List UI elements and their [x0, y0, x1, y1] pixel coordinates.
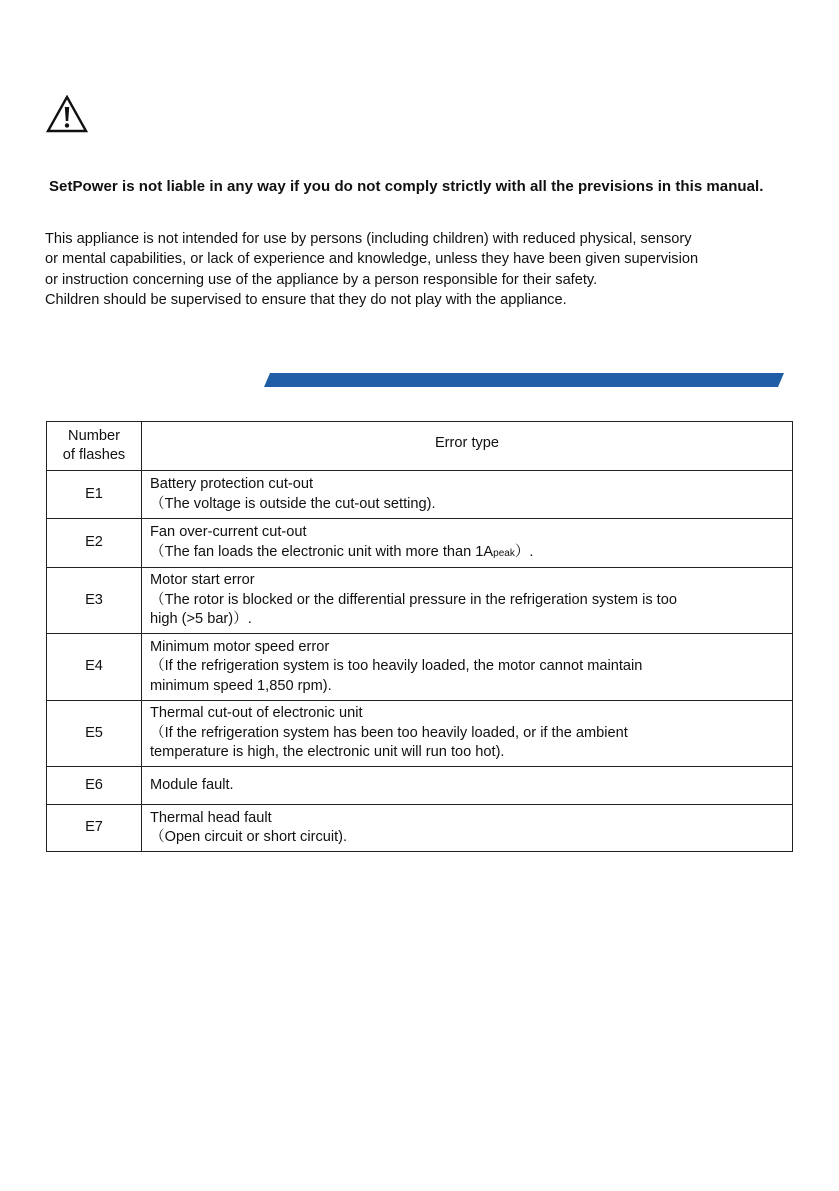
table-row	[47, 519, 793, 568]
error-description: Battery protection cut-out （The voltage is outside the cut-out setting).	[142, 471, 793, 519]
error-code: E5	[47, 701, 142, 767]
error-code: E6	[47, 767, 142, 805]
error-code: E2	[47, 519, 142, 568]
liability-notice: SetPower is not liable in any way if you do not comply strictly with all the previsions in this manual.	[49, 178, 764, 195]
error-code-table	[46, 421, 793, 852]
table-row	[47, 568, 793, 634]
intro-paragraph	[45, 229, 815, 311]
error-code: E7	[47, 805, 142, 852]
table-row	[47, 634, 793, 701]
error-description: Minimum motor speed error （If the refrigeration system is too heavily loaded, the motor cannot maintain minimum speed 1,850 rpm).	[142, 634, 793, 701]
header-number-of-flashes: Number of flashes	[47, 422, 142, 471]
section-header-bar	[264, 373, 784, 387]
intro-line: This appliance is not intended for use by persons (including children) with reduced physical, sensory	[45, 231, 692, 247]
table-row	[47, 805, 793, 852]
table-row	[47, 471, 793, 519]
warning-triangle-icon	[46, 95, 88, 133]
intro-line: or mental capabilities, or lack of experience and knowledge, unless they have been given supervision	[45, 251, 699, 268]
table-row	[47, 767, 793, 805]
error-description: Thermal head fault （Open circuit or short circuit).	[142, 805, 793, 852]
intro-line: Children should be supervised to ensure that they do not play with the appliance.	[45, 292, 567, 309]
header-error-type: Error type	[142, 422, 793, 471]
error-description: Module fault.	[142, 767, 793, 805]
error-code: E3	[47, 568, 142, 634]
table-row	[47, 701, 793, 767]
error-code: E1	[47, 471, 142, 519]
error-description: Motor start error （The rotor is blocked or the differential pressure in the refrigeration system is too high (>5 bar)）.	[142, 568, 793, 634]
error-code: E4	[47, 634, 142, 701]
intro-line: or instruction concerning use of the appliance by a person responsible for their safety.	[45, 271, 598, 288]
error-description: Thermal cut-out of electronic unit （If the refrigeration system has been too heavily loaded, or if the ambient temperature is high, the electronic unit will run too hot).	[142, 701, 793, 767]
table-header-row	[47, 422, 793, 471]
error-description: Fan over-current cut-out （The fan loads the electronic unit with more than 1Apeak）.	[142, 519, 793, 568]
